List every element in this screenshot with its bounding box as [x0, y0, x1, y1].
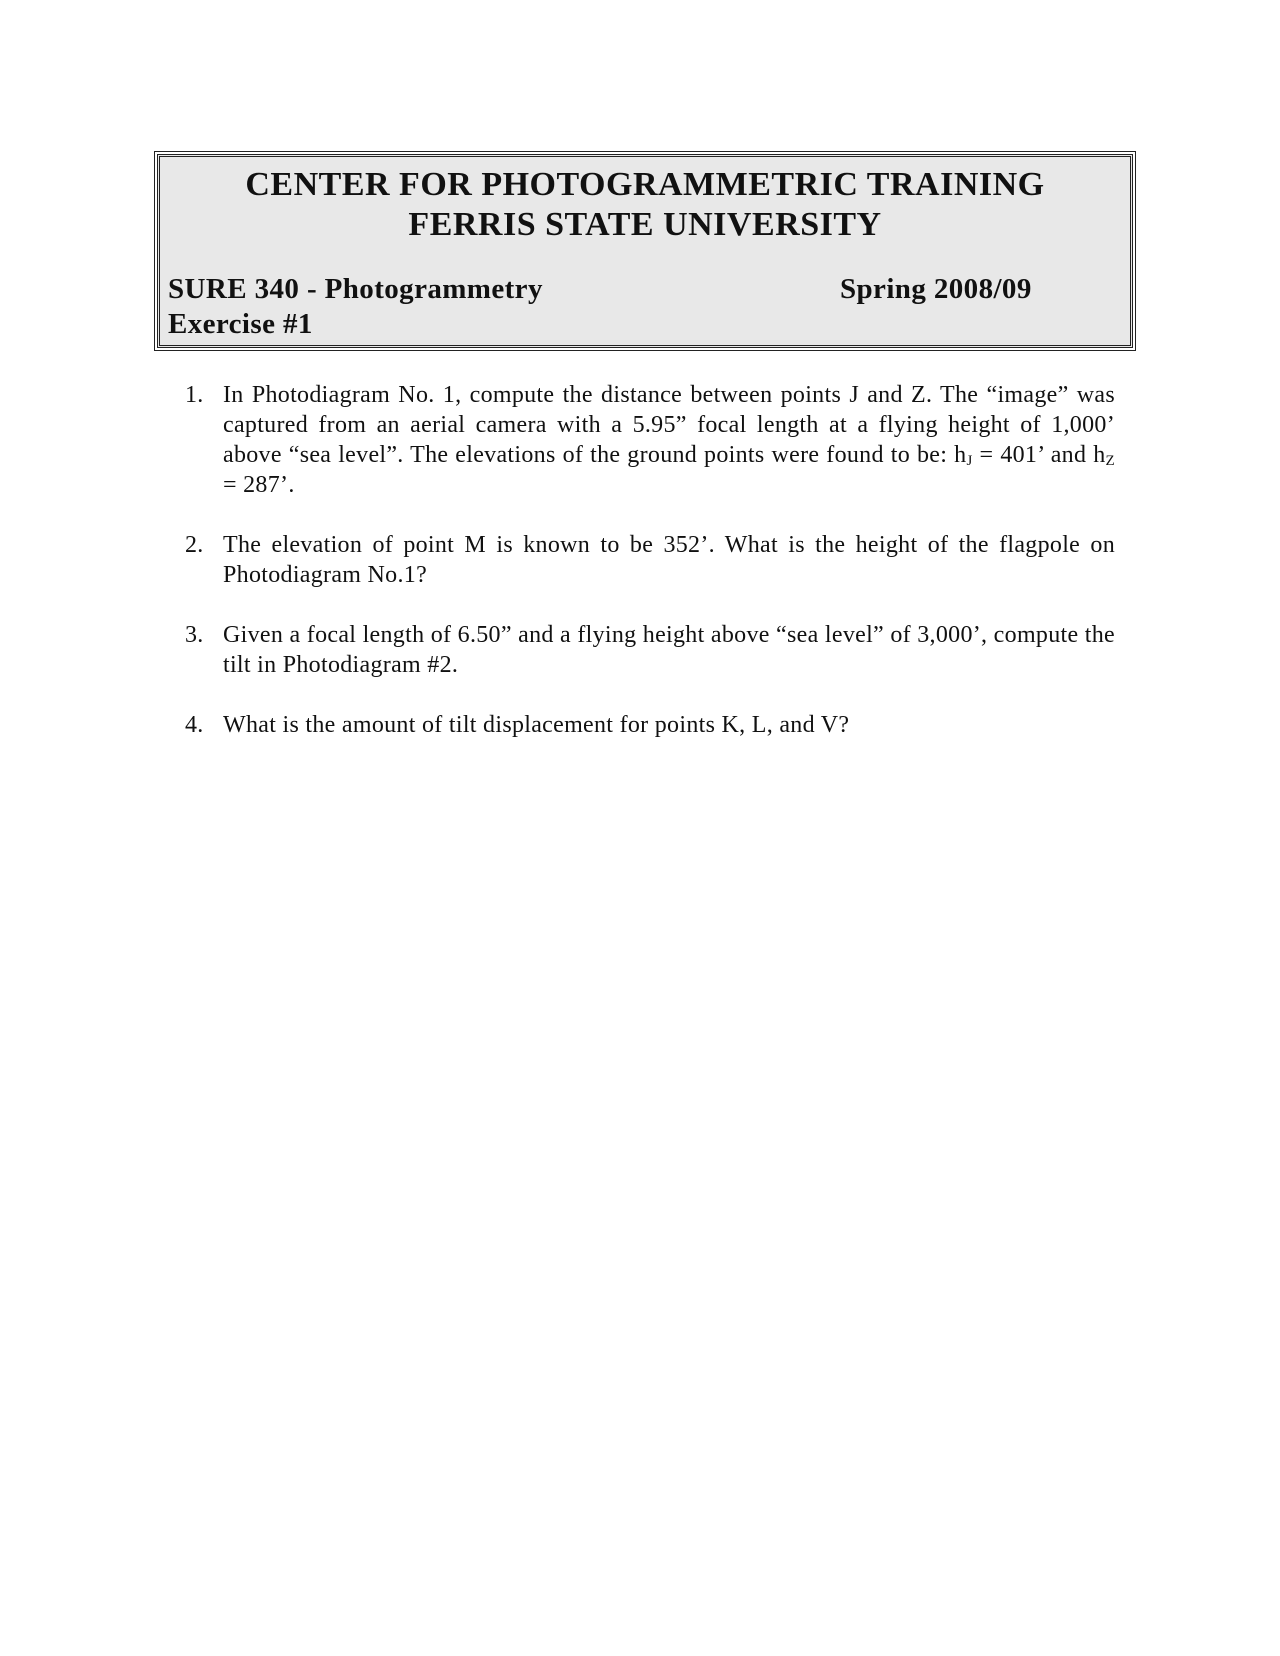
question-number: 2. [185, 532, 204, 558]
question-number: 3. [185, 622, 204, 648]
question-number: 1. [185, 382, 204, 408]
question-item [185, 620, 1115, 680]
question-number: 4. [185, 712, 204, 738]
subscript-z: Z [1105, 453, 1115, 469]
question-text: What is the amount of tilt displacement for points K, L, and V? [223, 712, 850, 738]
university-title: FERRIS STATE UNIVERSITY [408, 206, 882, 243]
question-list [185, 380, 1115, 740]
question-text: Given a focal length of 6.50” and a flying height above “sea level” of 3,000’, compute the tilt in Photodiagram #2. [223, 622, 1115, 678]
term-label: Spring 2008/09 [840, 273, 1032, 305]
subscript-j: J [966, 453, 973, 469]
exercise-label: Exercise #1 [168, 308, 313, 340]
institution-title: CENTER FOR PHOTOGRAMMETRIC TRAINING [245, 166, 1045, 203]
question-item [185, 380, 1115, 500]
question-text: The elevation of point M is known to be 352’. What is the height of the flagpole on Photodiagram No.1? [223, 532, 1115, 588]
question-item [185, 710, 1115, 740]
header-box [157, 154, 1133, 348]
course-title: SURE 340 - Photogrammetry [168, 273, 543, 305]
question-text: In Photodiagram No. 1, compute the distance between points J and Z. The “image” was captured from an aerial camera with a 5.95” focal length at a flying height of 1,000’ above “sea level”. The elevations of the ground points were found to be: $h_J = 401$’ and $h_Z = 287$’. [223, 382, 1115, 498]
question-item [185, 530, 1115, 590]
